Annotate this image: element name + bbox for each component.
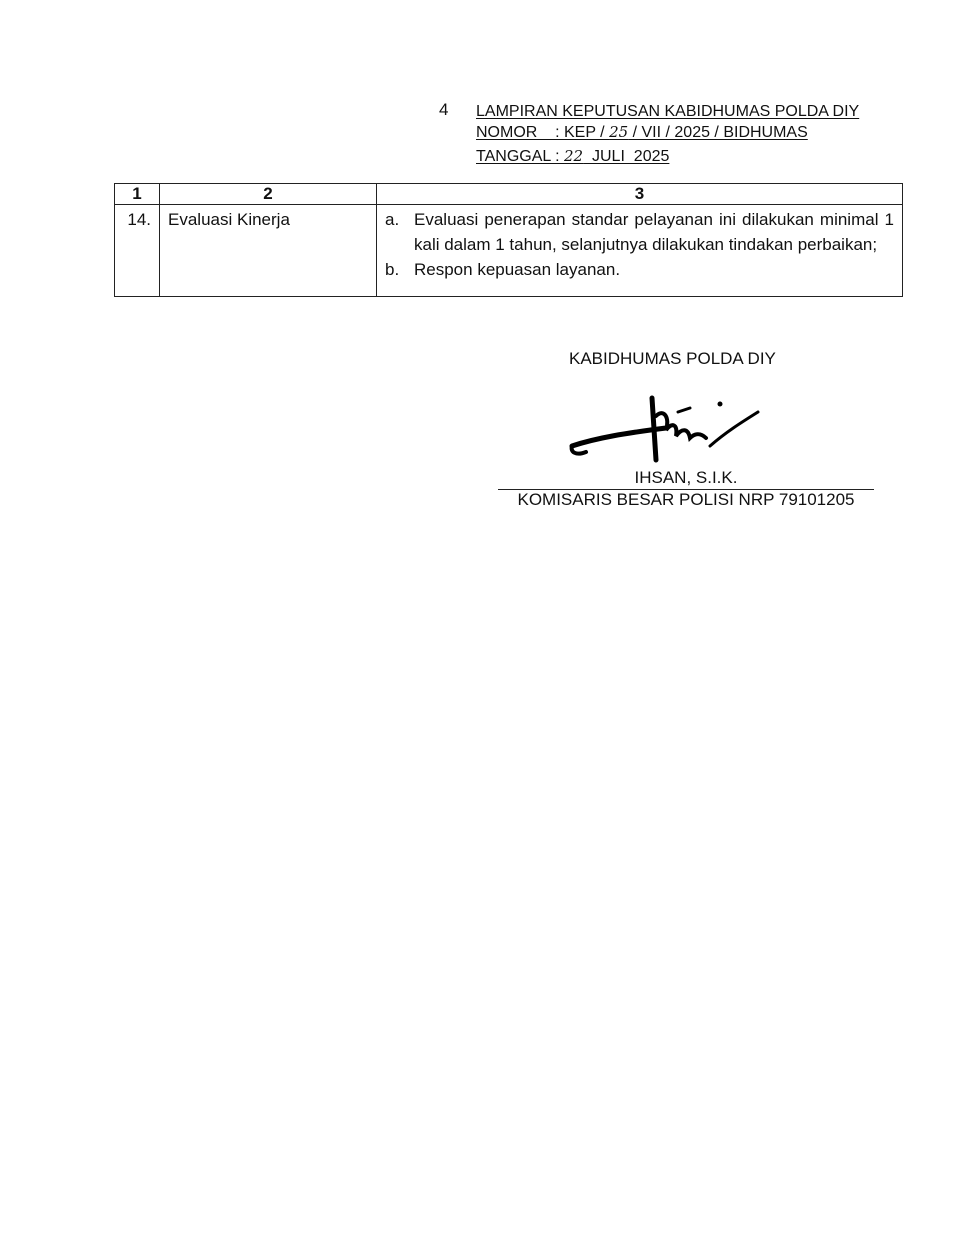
- row-title: Evaluasi Kinerja: [160, 205, 377, 297]
- table-header-row: [115, 184, 903, 205]
- list-item-text: Evaluasi penerapan standar pelayanan ini dilakukan minimal 1 kali dalam 1 tahun, selanjutnya dilakukan tindakan perbaikan;: [414, 210, 894, 254]
- list-item: [385, 207, 894, 257]
- document-header: [476, 101, 859, 167]
- table-row: [115, 205, 903, 297]
- nomor-suffix: / VII / 2025 / BIDHUMAS: [628, 124, 808, 141]
- list-item-label: a.: [385, 210, 400, 229]
- header-nomor: [476, 122, 859, 143]
- list-item: [385, 257, 894, 282]
- signer-name: IHSAN, S.I.K.: [634, 468, 738, 487]
- signatory-title: KABIDHUMAS POLDA DIY: [569, 349, 776, 368]
- signer-rank: KOMISARIS BESAR POLISI NRP 79101205: [517, 490, 855, 509]
- header-title: LAMPIRAN KEPUTUSAN KABIDHUMAS POLDA DIY: [476, 103, 860, 120]
- header-tanggal: [476, 146, 859, 167]
- column-header-1: 1: [115, 184, 160, 205]
- tanggal-prefix: TANGGAL :: [476, 148, 565, 165]
- list-item-text: Respon kepuasan layanan.: [414, 260, 621, 279]
- tanggal-handwritten-day: 22: [564, 147, 584, 165]
- nomor-prefix: NOMOR : KEP /: [476, 124, 610, 141]
- column-header-2: 2: [160, 184, 377, 205]
- nomor-handwritten-number: 25: [609, 123, 629, 141]
- handwritten-signature: [566, 388, 776, 468]
- tanggal-suffix: JULI 2025: [583, 148, 670, 165]
- row-number: 14.: [115, 205, 160, 297]
- row-details: [377, 205, 903, 297]
- page-number: 4: [439, 100, 449, 119]
- list-item-label: b.: [385, 260, 400, 279]
- evaluation-table: [114, 183, 903, 297]
- column-header-3: 3: [377, 184, 903, 205]
